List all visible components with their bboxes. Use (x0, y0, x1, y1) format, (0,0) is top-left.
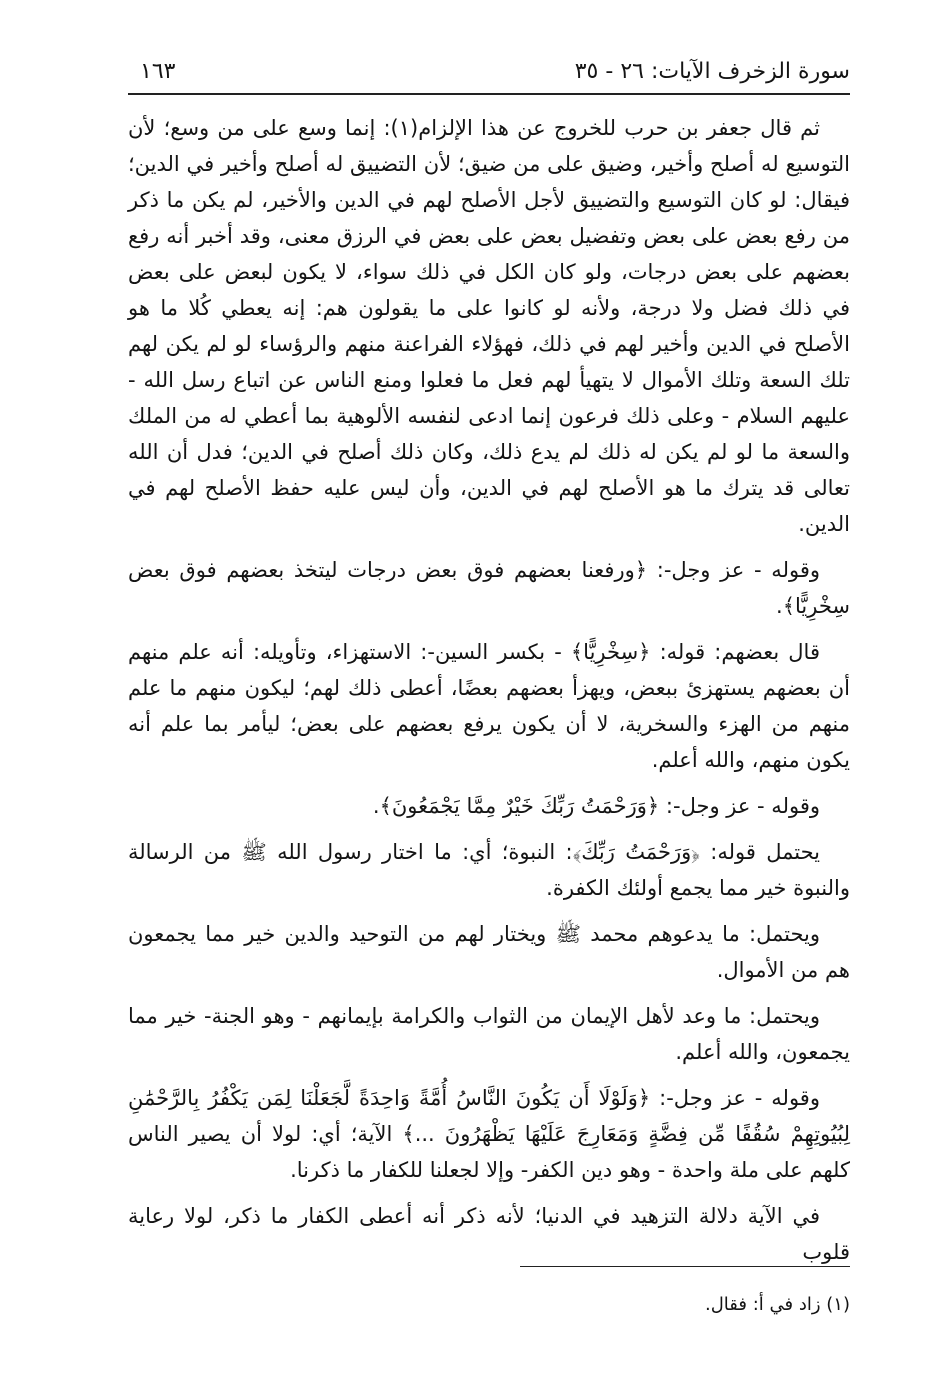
paragraph-5: يحتمل قوله: ﴿وَرَحْمَتُ رَبِّكَ﴾: النبوة؛ أي: ما اختار رسول الله ﷺ من الرسالة والنبوة خير مما يجمع أولئك الكفرة. (128, 840, 850, 900)
page-number: ١٦٣ (140, 59, 176, 84)
paragraph-1: ثم قال جعفر بن حرب للخروج عن هذا الإلزام(١): إنما وسع على من وسع؛ لأن التوسيع له أصلح وأخير، وضيق على من ضيق؛ لأن التضييق له أصلح وأخير في الدين؛ فيقال: لو كان التوسيع والتضييق لأجل الأصلح لهم في الدين والأخير، لم يكن ما ذكر من رفع بعض على بعض وتفضيل بعض على بعض في الرزق معنى، وقد أخبر أنه رفع بعضهم على بعض درجات، ولو كان الكل في ذلك سواء، لا يكون لبعض على بعض في ذلك فضل ولا درجة، ولأنه لو كانوا على ما يقولون هم: إنه يعطي كُلا ما هو الأصلح في الدين وأخير لهم في ذلك، فهؤلاء الفراعنة منهم والرؤساء لو لم يكن لهم تلك السعة وتلك الأموال لا يتهيأ لهم فعل ما فعلوا ومنع الناس عن اتباع رسل الله - عليهم السلام - وعلى ذلك فرعون إنما ادعى لنفسه الألوهية بما أعطي له من الملك والسعة ما لو لم يكن له ذلك لم يدع ذلك، وكان ذلك أصلح في الدين؛ فدل أن الله تعالى قد يترك ما هو الأصلح لهم في الدين، وأن ليس عليه حفظ الأصلح لهم في الدين. (128, 116, 850, 536)
footnote-divider (520, 1266, 850, 1267)
paragraph-3: قال بعضهم: قوله: ﴿سِخْرِيًّا﴾ - بكسر السين-: الاستهزاء، وتأويله: أنه علم منهم أن بعضهم يستهزئ ببعض، ويهزأ بعضهم بعضًا، أعطى ذلك لهم؛ ليكون منهم ما علم منهم من الهزء والسخرية، لا أن يكون يرفع بعضهم على بعض؛ ليأمر بما علم أنه يكون منهم، والله أعلم. (128, 640, 850, 772)
body-text (128, 110, 850, 1280)
paragraph-9: في الآية دلالة التزهيد في الدنيا؛ لأنه ذكر أنه أعطى الكفار ما ذكر، لولا رعاية قلوب (128, 1204, 850, 1264)
page-title: سورة الزخرف الآيات: ٢٦ - ٣٥ (574, 59, 850, 84)
paragraph-7: ويحتمل: ما وعد لأهل الإيمان من الثواب والكرامة بإيمانهم - وهو الجنة- خير مما يجمعون، والله أعلم. (128, 1004, 850, 1064)
paragraph-2: وقوله - عز وجل-: ﴿ورفعنا بعضهم فوق بعض درجات ليتخذ بعضهم فوق بعض سِخْرِيًّا﴾. (128, 558, 850, 618)
paragraph-4: وقوله - عز وجل-: ﴿وَرَحْمَتُ رَبِّكَ خَيْرٌ مِمَّا يَجْمَعُونَ﴾. (372, 794, 820, 818)
page-header (128, 55, 850, 95)
footnote: (١) زاد في أ: فقال. (705, 1294, 850, 1315)
paragraph-6: ويحتمل: ما يدعوهم محمد ﷺ ويختار لهم من التوحيد والدين خير مما يجمعون هم من الأموال. (128, 922, 850, 982)
paragraph-8: وقوله - عز وجل-: ﴿وَلَوْلَا أَن يَكُونَ النَّاسُ أُمَّةً وَاحِدَةً لَّجَعَلْنَا لِمَن يَكْفُرُ بِالرَّحْمَٰنِ لِبُيُوتِهِمْ سُقُفًا مِّن فِضَّةٍ وَمَعَارِجَ عَلَيْهَا يَظْهَرُونَ ...﴾ الآية؛ أي: لولا أن يصير الناس كلهم على ملة واحدة - وهو دين الكفر- وإلا لجعلنا للكفار ما ذكرنا. (128, 1086, 850, 1182)
